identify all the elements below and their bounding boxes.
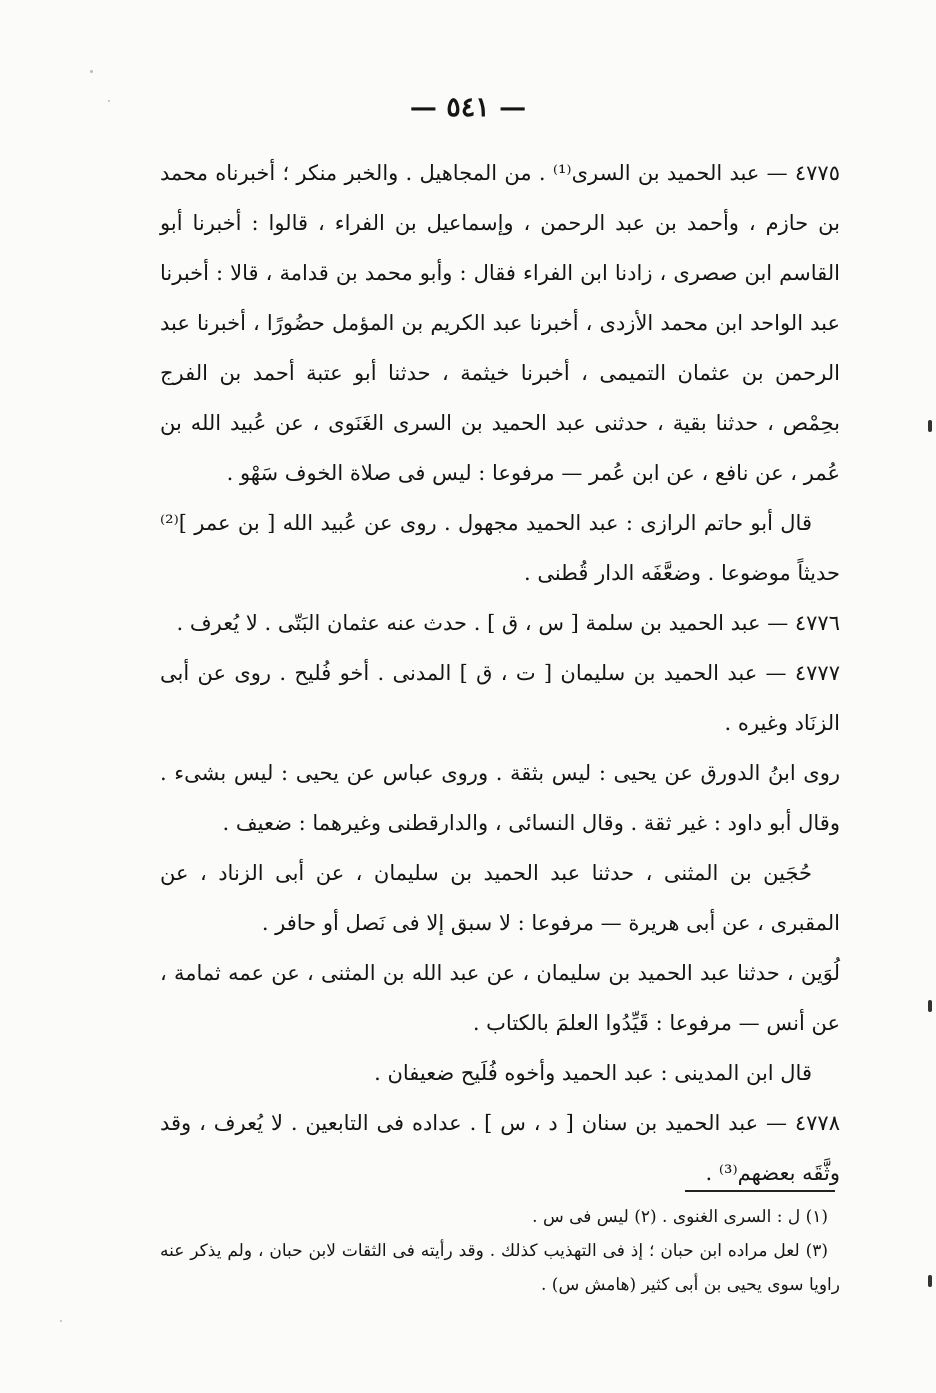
entry-4777: ٤٧٧٧ — عبد الحميد بن سليمان [ ت ، ق ] المدنى . أخو فُليح . روى عن أبى الزنَاد وغيره . [160,661,840,735]
paper-speck [60,1320,62,1322]
narration-ibn-dawraq: روى ابنُ الدورق عن يحيى : ليس بثقة . وروى عباس عن يحيى : ليس بشىء . وقال أبو داود : غير ثقة . وقال النسائى ، والدارقطنى وغيرهما : ضعيف . [160,761,840,835]
quote-abu-hatim: قال أبو حاتم الرازى : عبد الحميد مجهول . روى عن عُبيد الله [ بن عمر ]⁽²⁾ حديثاً موضوعا . وضعَّفَه الدار قُطنى . [160,511,840,585]
margin-mark [928,420,932,432]
entry-4775: ٤٧٧٥ — عبد الحميد بن السرى⁽¹⁾ . من المجاهيل . والخبر منكر ؛ أخبرناه محمد بن حازم ، وأحمد بن عبد الرحمن ، وإسماعيل بن الفراء ، قالوا : أخبرنا أبو القاسم ابن صصرى ، زادنا ابن الفراء فقال : وأبو محمد بن قدامة ، قالا : أخبرنا عبد الواحد ابن محمد الأزدى ، أخبرنا عبد الكريم بن المؤمل حضُورًا ، أخبرنا عبد الرحمن بن عثمان التميمى ، أخبرنا خيثمة ، حدثنا أبو عتبة أحمد بن الفرج بحِمْص ، حدثنا بقية ، حدثنى عبد الحميد بن السرى الغَنَوى ، عن عُبيد الله بن عُمر ، عن نافع ، عن ابن عُمر — مرفوعا : ليس فى صلاة الخوف سَهْو . [160,161,840,485]
paper-speck [108,100,110,102]
narration-luwayn: لُوَين ، حدثنا عبد الحميد بن سليمان ، عن عبد الله بن المثنى ، عن عمه ثمامة ، عن أنس — مرفوعا : قَيِّدُوا العلمَ بالكتاب . [160,961,840,1035]
footnote-1-2: (١) ل : السرى الغنوى . (٢) ليس فى س . [532,1207,828,1227]
entry-4778: ٤٧٧٨ — عبد الحميد بن سنان [ د ، س ] . عداده فى التابعين . لا يُعرف ، وقد وثَّقَه بعضهم⁽³⁾ . [160,1111,840,1185]
margin-mark [928,1000,932,1012]
entry-4776: ٤٧٧٦ — عبد الحميد بن سلمة [ س ، ق ] . حدث عنه عثمان البَتّى . لا يُعرف . [176,611,840,635]
main-text [160,148,840,1198]
quote-ibn-madini: قال ابن المدينى : عبد الحميد وأخوه فُلَيح ضعيفان . [374,1061,812,1085]
page-number: — ٥٤١ — [409,92,527,123]
footnotes [160,1200,840,1302]
footnote-divider [685,1190,835,1192]
margin-mark [928,1275,932,1287]
paper-speck [90,70,93,73]
narration-hujayn: حُجَين بن المثنى ، حدثنا عبد الحميد بن سليمان ، عن أبى الزناد ، عن المقبرى ، عن أبى هريرة — مرفوعا : لا سبق إلا فى نَصل أو حافر . [160,861,840,935]
footnote-3: (٣) لعل مراده ابن حبان ؛ إذ فى التهذيب كذلك . وقد رأيته فى الثقات لابن حبان ، ولم يذكر عنه راويا سوى يحيى بن أبى كثير (هامش س) . [160,1241,840,1295]
